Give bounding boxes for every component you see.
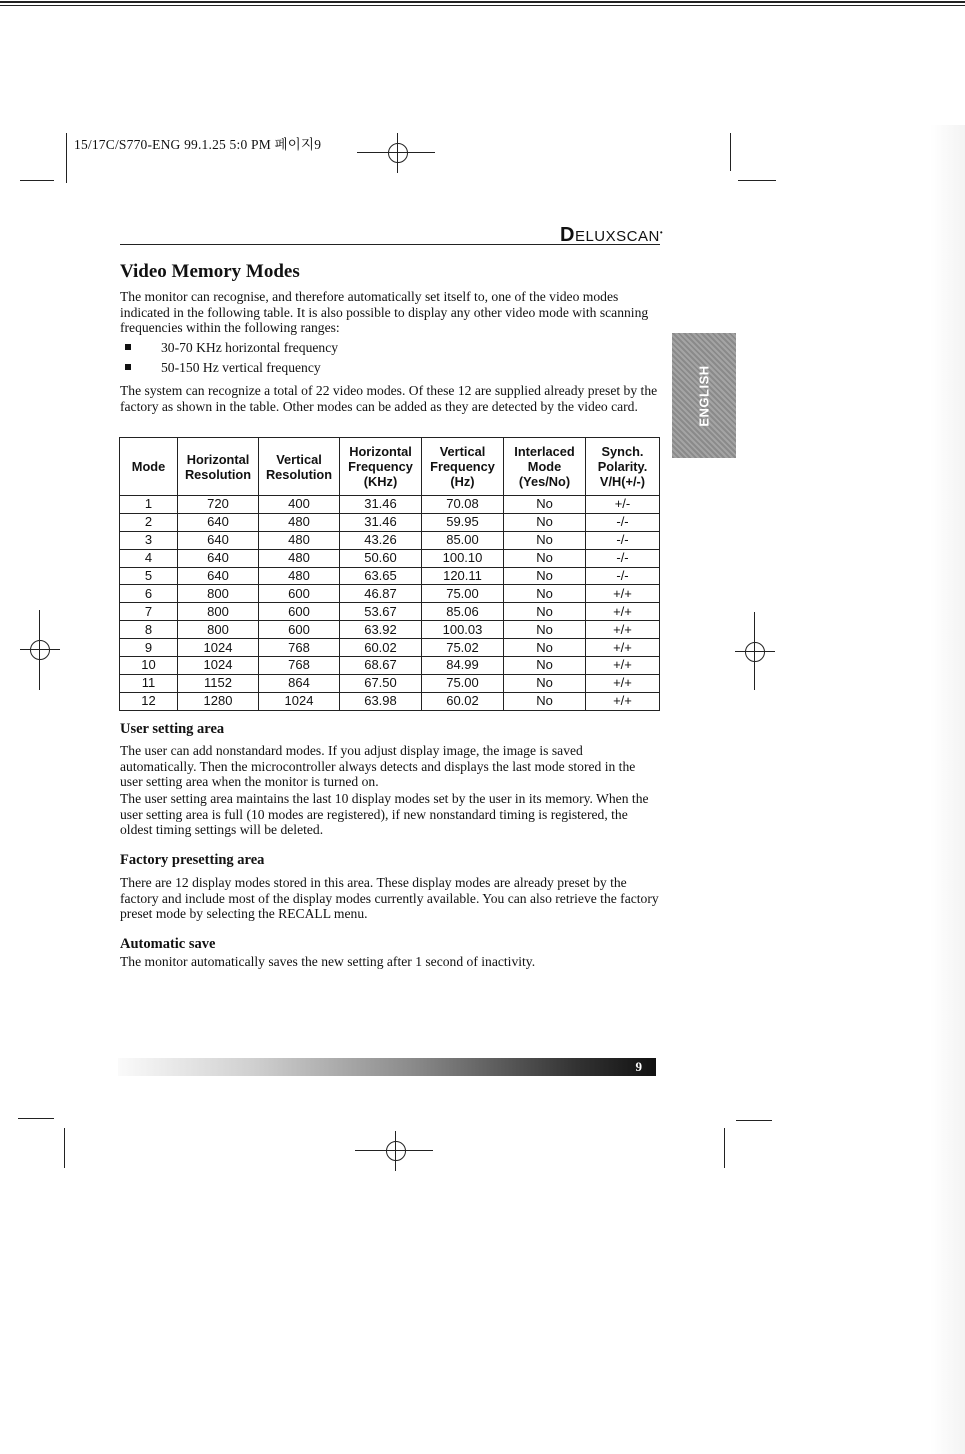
table-cell: 1024 <box>178 639 259 657</box>
table-cell: 63.98 <box>340 692 422 710</box>
table-cell: +/+ <box>586 585 660 603</box>
table-cell: 9 <box>120 639 178 657</box>
column-header <box>178 438 259 496</box>
bullet-text: 30-70 KHz horizontal frequency <box>161 340 339 355</box>
column-header-line: Resolution <box>265 466 333 482</box>
table-row <box>120 639 660 657</box>
table-cell: No <box>504 603 586 621</box>
table-cell: 100.10 <box>422 549 504 567</box>
table-cell: 75.02 <box>422 639 504 657</box>
crop-mark <box>730 133 731 171</box>
footer-bar <box>118 1058 656 1076</box>
table-cell: 11 <box>120 674 178 692</box>
table-row <box>120 621 660 639</box>
factory-presetting-paragraph: There are 12 display modes stored in this area. These display modes are already preset by the factory and include most of the display modes currently available. You can also retrieve the factory preset mode by selecting the RECALL menu. <box>120 875 659 922</box>
table-cell: +/+ <box>586 692 660 710</box>
language-tab <box>672 333 736 458</box>
logo-text: ELUXSCAN <box>574 228 660 245</box>
bullet-item <box>125 360 321 376</box>
table-body <box>120 496 660 711</box>
table-cell: 85.06 <box>422 603 504 621</box>
table-cell: +/- <box>586 496 660 514</box>
column-header <box>422 438 504 496</box>
table-cell: 2 <box>120 513 178 531</box>
table-cell: 12 <box>120 692 178 710</box>
table-cell: 1 <box>120 496 178 514</box>
summary-paragraph: The system can recognize a total of 22 video modes. Of these 12 are supplied already preset by the factory as shown in the table. Other modes can be added as they are detected by the video card. <box>120 383 658 414</box>
table-cell: 75.00 <box>422 674 504 692</box>
table-cell: 59.95 <box>422 513 504 531</box>
column-header-line: Mode <box>131 459 166 474</box>
top-rule-2 <box>0 5 965 6</box>
table-cell: 100.03 <box>422 621 504 639</box>
table-cell: 68.67 <box>340 657 422 675</box>
table-cell: 800 <box>178 585 259 603</box>
reg-line <box>39 610 40 690</box>
table-cell: No <box>504 513 586 531</box>
table-row <box>120 674 660 692</box>
intro-paragraph: The monitor can recognise, and therefore automatically set itself to, one of the video modes indicated in the following table. It is also possible to display any other video mode with scanning frequencies within the following ranges: <box>120 289 649 336</box>
table-cell: 46.87 <box>340 585 422 603</box>
top-rule <box>0 1 965 3</box>
table-cell: 1152 <box>178 674 259 692</box>
column-header-line: (Yes/No) <box>518 474 571 489</box>
table-cell: 6 <box>120 585 178 603</box>
table-cell: 640 <box>178 531 259 549</box>
table-cell: 800 <box>178 621 259 639</box>
user-setting-paragraph-2: The user setting area maintains the last 10 display modes set by the user in its memory. When the user setting area is full (10 modes are registered), if new nonstandard timing is registered, the oldest timing settings will be deleted. <box>120 791 649 838</box>
table-row <box>120 549 660 567</box>
automatic-save-paragraph: The monitor automatically saves the new setting after 1 second of inactivity. <box>120 954 536 969</box>
table-cell: No <box>504 639 586 657</box>
column-header-line: Polarity. <box>597 459 648 474</box>
column-header-line: Vertical <box>276 451 322 467</box>
table-cell: 53.67 <box>340 603 422 621</box>
table-row <box>120 496 660 514</box>
brand-logo: DELUXSCAN• <box>560 224 664 246</box>
crop-mark <box>20 180 54 181</box>
table-row <box>120 531 660 549</box>
bullet-square-icon <box>125 364 131 370</box>
print-slug: 15/17C/S770-ENG 99.1.25 5:0 PM 페이지9 <box>74 137 322 152</box>
crop-mark <box>724 1128 725 1168</box>
table-cell: 480 <box>259 549 340 567</box>
reg-line <box>355 1150 433 1151</box>
table-cell: 43.26 <box>340 531 422 549</box>
column-header-line: Interlaced <box>514 444 575 459</box>
table-cell: 63.92 <box>340 621 422 639</box>
table-cell: No <box>504 621 586 639</box>
table-cell: No <box>504 585 586 603</box>
table-cell: -/- <box>586 513 660 531</box>
registration-mark-icon <box>20 630 60 670</box>
automatic-save-heading: Automatic save <box>120 936 216 952</box>
table-header-row <box>120 438 660 496</box>
video-modes-table <box>119 437 660 711</box>
table-row <box>120 513 660 531</box>
reg-line <box>357 152 435 153</box>
table-cell: 3 <box>120 531 178 549</box>
table-cell: 70.08 <box>422 496 504 514</box>
table-row <box>120 585 660 603</box>
column-header <box>340 438 422 496</box>
column-header <box>504 438 586 496</box>
table-row <box>120 567 660 585</box>
table-cell: 120.11 <box>422 567 504 585</box>
table-cell: -/- <box>586 531 660 549</box>
table-cell: +/+ <box>586 674 660 692</box>
table-cell: 5 <box>120 567 178 585</box>
crop-mark <box>66 133 67 183</box>
table-cell: 63.65 <box>340 567 422 585</box>
column-header <box>120 438 178 496</box>
column-header-line: (Hz) <box>450 474 475 489</box>
column-header-line: Frequency <box>430 459 495 474</box>
reg-line <box>754 612 755 690</box>
column-header-line: Vertical <box>439 444 486 459</box>
column-header-line: V/H(+/-) <box>599 474 646 489</box>
table-cell: 600 <box>259 621 340 639</box>
table-cell: 7 <box>120 603 178 621</box>
page-number: 9 <box>635 1059 642 1074</box>
table-cell: 31.46 <box>340 496 422 514</box>
table-cell: 4 <box>120 549 178 567</box>
table-cell: 1024 <box>178 657 259 675</box>
table-cell: 1280 <box>178 692 259 710</box>
table-cell: No <box>504 567 586 585</box>
table-cell: 60.02 <box>340 639 422 657</box>
table-cell: 864 <box>259 674 340 692</box>
table-cell: No <box>504 531 586 549</box>
table-cell: 480 <box>259 531 340 549</box>
scan-edge-shade <box>930 125 965 1454</box>
table-cell: 768 <box>259 639 340 657</box>
user-setting-heading: User setting area <box>120 721 225 737</box>
table-cell: No <box>504 549 586 567</box>
crop-mark <box>64 1128 65 1168</box>
bullet-text: 50-150 Hz vertical frequency <box>161 360 321 375</box>
table-row <box>120 603 660 621</box>
table-cell: 640 <box>178 513 259 531</box>
table-cell: +/+ <box>586 657 660 675</box>
table-cell: 85.00 <box>422 531 504 549</box>
table-cell: +/+ <box>586 621 660 639</box>
table-cell: No <box>504 496 586 514</box>
table-cell: 480 <box>259 513 340 531</box>
table-cell: 60.02 <box>422 692 504 710</box>
crop-mark <box>738 180 776 181</box>
table-cell: 640 <box>178 567 259 585</box>
table-cell: No <box>504 692 586 710</box>
table-cell: 50.60 <box>340 549 422 567</box>
page-title: Video Memory Modes <box>120 261 300 282</box>
column-header-line: Frequency <box>348 459 413 474</box>
table-cell: 75.00 <box>422 585 504 603</box>
factory-presetting-heading: Factory presetting area <box>120 852 265 868</box>
table-cell: 480 <box>259 567 340 585</box>
table-cell: +/+ <box>586 603 660 621</box>
language-tab-label: ENGLISH <box>696 364 712 427</box>
table-cell: +/+ <box>586 639 660 657</box>
bullet-square-icon <box>125 344 131 350</box>
table-cell: 1024 <box>259 692 340 710</box>
table-cell: No <box>504 657 586 675</box>
column-header-line: Horizontal <box>186 451 250 467</box>
user-setting-paragraph-1: The user can add nonstandard modes. If you adjust display image, the image is saved automatically. Then the microcontroller always detects and displays the last mode stored in the user setting area when the monitor is turned on. <box>120 743 636 790</box>
column-header-line: (KHz) <box>363 474 398 489</box>
table-cell: 640 <box>178 549 259 567</box>
table-cell: 8 <box>120 621 178 639</box>
column-header <box>586 438 660 496</box>
table-cell: 800 <box>178 603 259 621</box>
table-cell: 400 <box>259 496 340 514</box>
column-header-line: Mode <box>527 459 562 474</box>
table-cell: 768 <box>259 657 340 675</box>
bullet-item <box>125 340 338 356</box>
table-cell: 31.46 <box>340 513 422 531</box>
logo-initial: D <box>560 224 575 246</box>
column-header <box>259 438 340 496</box>
crop-mark <box>18 1118 54 1119</box>
table-cell: 67.50 <box>340 674 422 692</box>
registration-mark-icon <box>376 1131 416 1171</box>
table-cell: -/- <box>586 567 660 585</box>
crop-mark <box>736 1120 772 1121</box>
table-cell: -/- <box>586 549 660 567</box>
registration-mark-icon <box>378 133 418 173</box>
table-row <box>120 692 660 710</box>
registration-mark-icon <box>735 632 775 672</box>
column-header-line: Synch. <box>601 444 644 459</box>
table-cell: 600 <box>259 585 340 603</box>
table-cell: No <box>504 674 586 692</box>
column-header-line: Horizontal <box>349 444 412 459</box>
column-header-line: Resolution <box>184 466 252 482</box>
table-cell: 10 <box>120 657 178 675</box>
table-cell: 84.99 <box>422 657 504 675</box>
table-row <box>120 657 660 675</box>
table-cell: 720 <box>178 496 259 514</box>
table-cell: 600 <box>259 603 340 621</box>
